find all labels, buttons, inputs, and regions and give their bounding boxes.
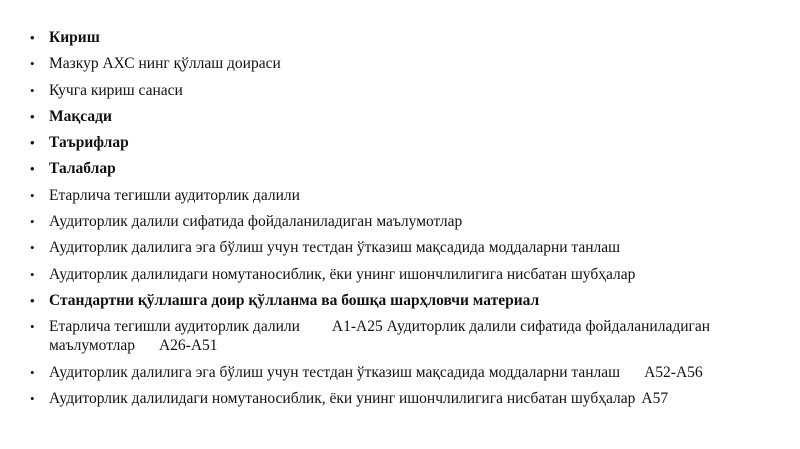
list-item-information-used	[30, 212, 770, 231]
list-item-label: Таърифлар	[49, 134, 129, 152]
guidance-label: Аудиторлик далилига эга бўлиш учун тестдан ўтказиш мақсадида моддаларни танлаш	[49, 363, 621, 381]
list-item-scope	[30, 54, 770, 73]
list-item-label: Кириш	[49, 29, 100, 46]
bullet-icon: •	[30, 240, 35, 256]
bullet-icon: •	[30, 214, 35, 230]
list-item-label: Аудиторлик далилидаги номутаносиблик, ёки унинг ишончлилигига нисбатан шубҳалар	[49, 265, 636, 283]
list-item-sufficient-evidence	[30, 186, 770, 205]
list-item-label: Аудиторлик далили сифатида фойдаланиладиган маълумотлар	[49, 213, 463, 231]
list-item-label: Мазкур АХС нинг қўллаш доираси	[49, 55, 281, 73]
guidance-item-inconsistency	[30, 389, 770, 408]
bullet-icon: •	[30, 135, 35, 151]
guidance-label: Аудиторлик далили сифатида фойдаланиладиган маълумотлар	[49, 318, 711, 355]
list-item-requirements	[30, 159, 770, 178]
bullet-icon: •	[30, 187, 35, 203]
guidance-item-selecting-items	[30, 363, 770, 382]
bullet-icon: •	[30, 319, 35, 335]
paragraph-reference: A57	[641, 389, 669, 407]
list-item-label: Аудиторлик далилига эга бўлиш учун тестдан ўтказиш мақсадида моддаларни танлаш	[49, 239, 621, 257]
bullet-icon: •	[30, 364, 35, 380]
paragraph-reference: A1-A25	[331, 318, 383, 336]
guidance-item-sufficient-and-information	[30, 317, 770, 355]
list-item-definitions	[30, 133, 770, 152]
paragraph-reference: A26-A51	[158, 337, 218, 355]
bullet-icon: •	[30, 56, 35, 72]
bullet-icon: •	[30, 30, 35, 45]
list-item-label: Стандартни қўллашга доир қўлланма ва бошқа шарҳловчи материал	[49, 291, 540, 309]
bullet-icon: •	[30, 266, 35, 282]
list-item-introduction	[30, 28, 770, 47]
list-item-application-material	[30, 291, 770, 310]
bullet-icon: •	[30, 82, 35, 98]
list-item-effective-date	[30, 81, 770, 100]
list-item-label: Мақсади	[49, 107, 112, 125]
outline-list	[30, 28, 770, 415]
guidance-label: Аудиторлик далилидаги номутаносиблик, ёки унинг ишончлилигига нисбатан шубҳалар	[49, 389, 636, 407]
bullet-icon: •	[30, 390, 35, 406]
list-item-label: Етарлича тегишли аудиторлик далили	[49, 186, 300, 204]
paragraph-reference: A52-A56	[644, 363, 703, 381]
list-item-selecting-items	[30, 238, 770, 257]
bullet-icon: •	[30, 292, 35, 308]
list-item-inconsistency	[30, 265, 770, 284]
bullet-icon: •	[30, 161, 35, 177]
list-item-label: Талаблар	[49, 160, 116, 178]
bullet-icon: •	[30, 108, 35, 124]
list-item-objective	[30, 107, 770, 126]
list-item-label: Кучга кириш санаси	[49, 81, 183, 99]
guidance-label: Етарлича тегишли аудиторлик далили	[49, 318, 300, 336]
